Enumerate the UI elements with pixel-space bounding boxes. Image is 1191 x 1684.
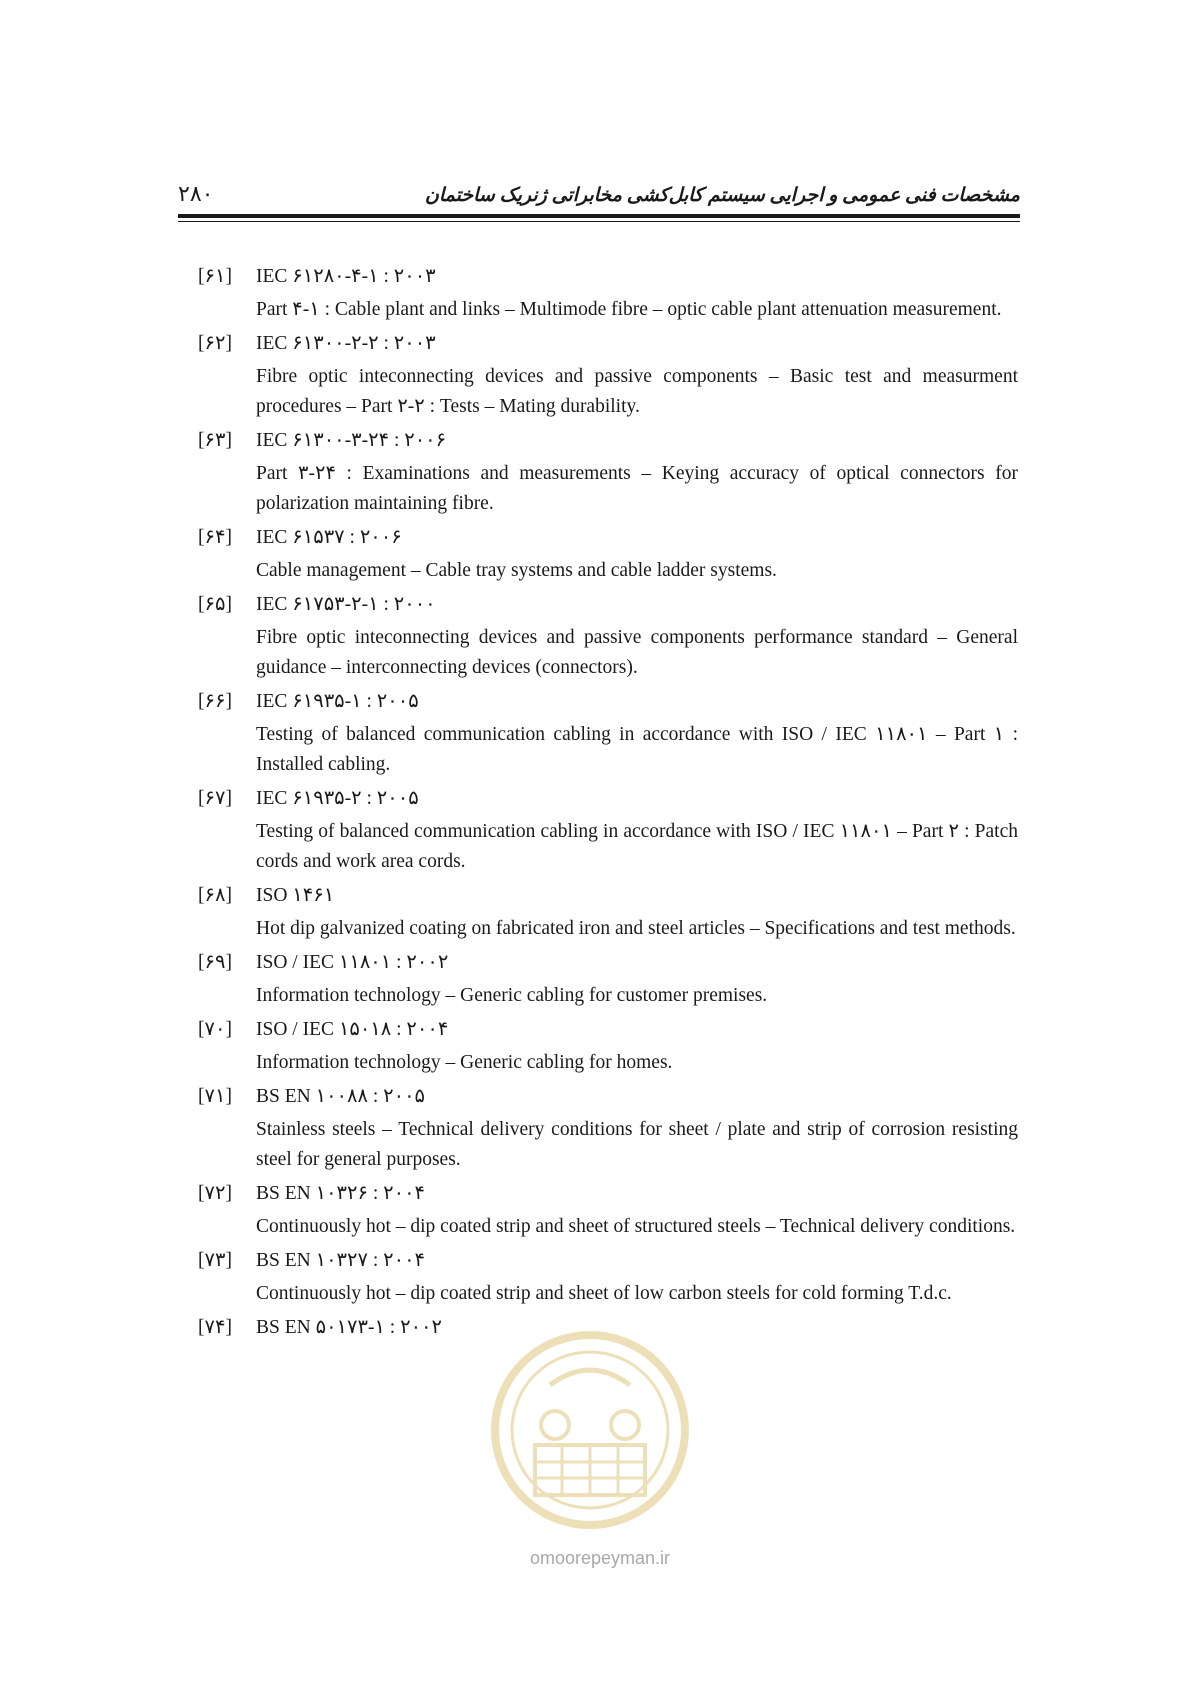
reference-code: ISO / IEC ۱۱۸۰۱ : ۲۰۰۲ <box>256 952 449 973</box>
running-title: مشخصات فنی عمومی و اجرایی سیستم کابل‌کشی مخابراتی ژنریک ساختمان <box>424 185 1020 206</box>
reference-item <box>198 948 1018 1011</box>
reference-number: [۷۰] <box>198 1019 232 1040</box>
reference-description: Continuously hot – dip coated strip and sheet of structured steels – Technical delivery conditions. <box>256 1216 1016 1237</box>
reference-number: [۶۸] <box>198 885 232 906</box>
reference-number: [۶۵] <box>198 594 232 615</box>
reference-number: [۶۳] <box>198 430 232 451</box>
reference-list <box>198 262 1018 1343</box>
reference-code: IEC ۶۱۲۸۰-۴-۱ : ۲۰۰۳ <box>256 266 436 287</box>
reference-description: Information technology – Generic cabling for customer premises. <box>256 985 768 1006</box>
reference-item <box>198 329 1018 422</box>
reference-code: BS EN ۵۰۱۷۳-۱ : ۲۰۰۲ <box>256 1317 442 1338</box>
reference-item <box>198 687 1018 780</box>
reference-code: IEC ۶۱۳۰۰-۳-۲۴ : ۲۰۰۶ <box>256 430 447 451</box>
reference-description: Hot dip galvanized coating on fabricated iron and steel articles – Specifications and test methods. <box>256 918 1016 939</box>
reference-number: [۶۴] <box>198 527 232 548</box>
watermark-url: omoorepeyman.ir <box>529 1548 671 1568</box>
reference-description: Cable management – Cable tray systems and cable ladder systems. <box>256 560 777 581</box>
reference-description: Part ۴-۱ : Cable plant and links – Multimode fibre – optic cable plant attenuation measurement. <box>256 299 1002 320</box>
reference-item <box>198 426 1018 519</box>
reference-code: ISO ۱۴۶۱ <box>256 885 335 906</box>
reference-number: [۶۷] <box>198 788 232 809</box>
reference-description: Information technology – Generic cabling for homes. <box>256 1052 673 1073</box>
reference-description: Part ۳-۲۴ : Examinations and measurements – Keying accuracy of optical connectors for polarization maintaining fibre. <box>256 463 1018 514</box>
reference-code: IEC ۶۱۳۰۰-۲-۲ : ۲۰۰۳ <box>256 333 436 354</box>
reference-description: Stainless steels – Technical delivery conditions for sheet / plate and strip of corrosion resisting steel for general purposes. <box>256 1119 1018 1170</box>
reference-number: [۷۳] <box>198 1250 232 1271</box>
header-rule-thick <box>178 214 1020 218</box>
page-number: ۲۸۰ <box>178 181 214 206</box>
reference-number: [۶۲] <box>198 333 232 354</box>
reference-number: [۶۹] <box>198 952 232 973</box>
reference-item <box>198 590 1018 683</box>
reference-description: Continuously hot – dip coated strip and sheet of low carbon steels for cold forming T.d.c. <box>256 1283 952 1304</box>
reference-item <box>198 1082 1018 1175</box>
reference-code: IEC ۶۱۷۵۳-۲-۱ : ۲۰۰۰ <box>256 594 436 615</box>
reference-item <box>198 523 1018 586</box>
header-rule-thin <box>178 221 1020 222</box>
reference-number: [۶۱] <box>198 266 232 287</box>
reference-code: IEC ۶۱۹۳۵-۱ : ۲۰۰۵ <box>256 691 419 712</box>
reference-number: [۷۲] <box>198 1183 232 1204</box>
reference-description: Testing of balanced communication cabling in accordance with ISO / IEC ۱۱۸۰۱ – Part ۲ : Patch cords and work area cords. <box>256 821 1018 872</box>
reference-description: Testing of balanced communication cabling in accordance with ISO / IEC ۱۱۸۰۱ – Part ۱ : Installed cabling. <box>256 724 1018 775</box>
reference-description: Fibre optic inteconnecting devices and passive components performance standard – General guidance – interconnecting devices (connectors). <box>256 627 1018 678</box>
reference-item <box>198 1179 1018 1242</box>
reference-code: BS EN ۱۰۰۸۸ : ۲۰۰۵ <box>256 1086 426 1107</box>
reference-item <box>198 262 1018 325</box>
reference-item <box>198 1015 1018 1078</box>
reference-code: ISO / IEC ۱۵۰۱۸ : ۲۰۰۴ <box>256 1019 449 1040</box>
reference-number: [۷۱] <box>198 1086 232 1107</box>
reference-item <box>198 881 1018 944</box>
reference-item <box>198 1246 1018 1309</box>
reference-code: IEC ۶۱۵۳۷ : ۲۰۰۶ <box>256 527 402 548</box>
reference-item <box>198 784 1018 877</box>
reference-number: [۶۶] <box>198 691 232 712</box>
reference-code: IEC ۶۱۹۳۵-۲ : ۲۰۰۵ <box>256 788 419 809</box>
reference-code: BS EN ۱۰۳۲۶ : ۲۰۰۴ <box>256 1183 426 1204</box>
watermark-logo <box>490 1325 690 1535</box>
reference-description: Fibre optic inteconnecting devices and passive components – Basic test and measurment procedures – Part ۲-۲ : Tests – Mating durability. <box>256 366 1018 417</box>
reference-number: [۷۴] <box>198 1317 232 1338</box>
reference-code: BS EN ۱۰۳۲۷ : ۲۰۰۴ <box>256 1250 426 1271</box>
